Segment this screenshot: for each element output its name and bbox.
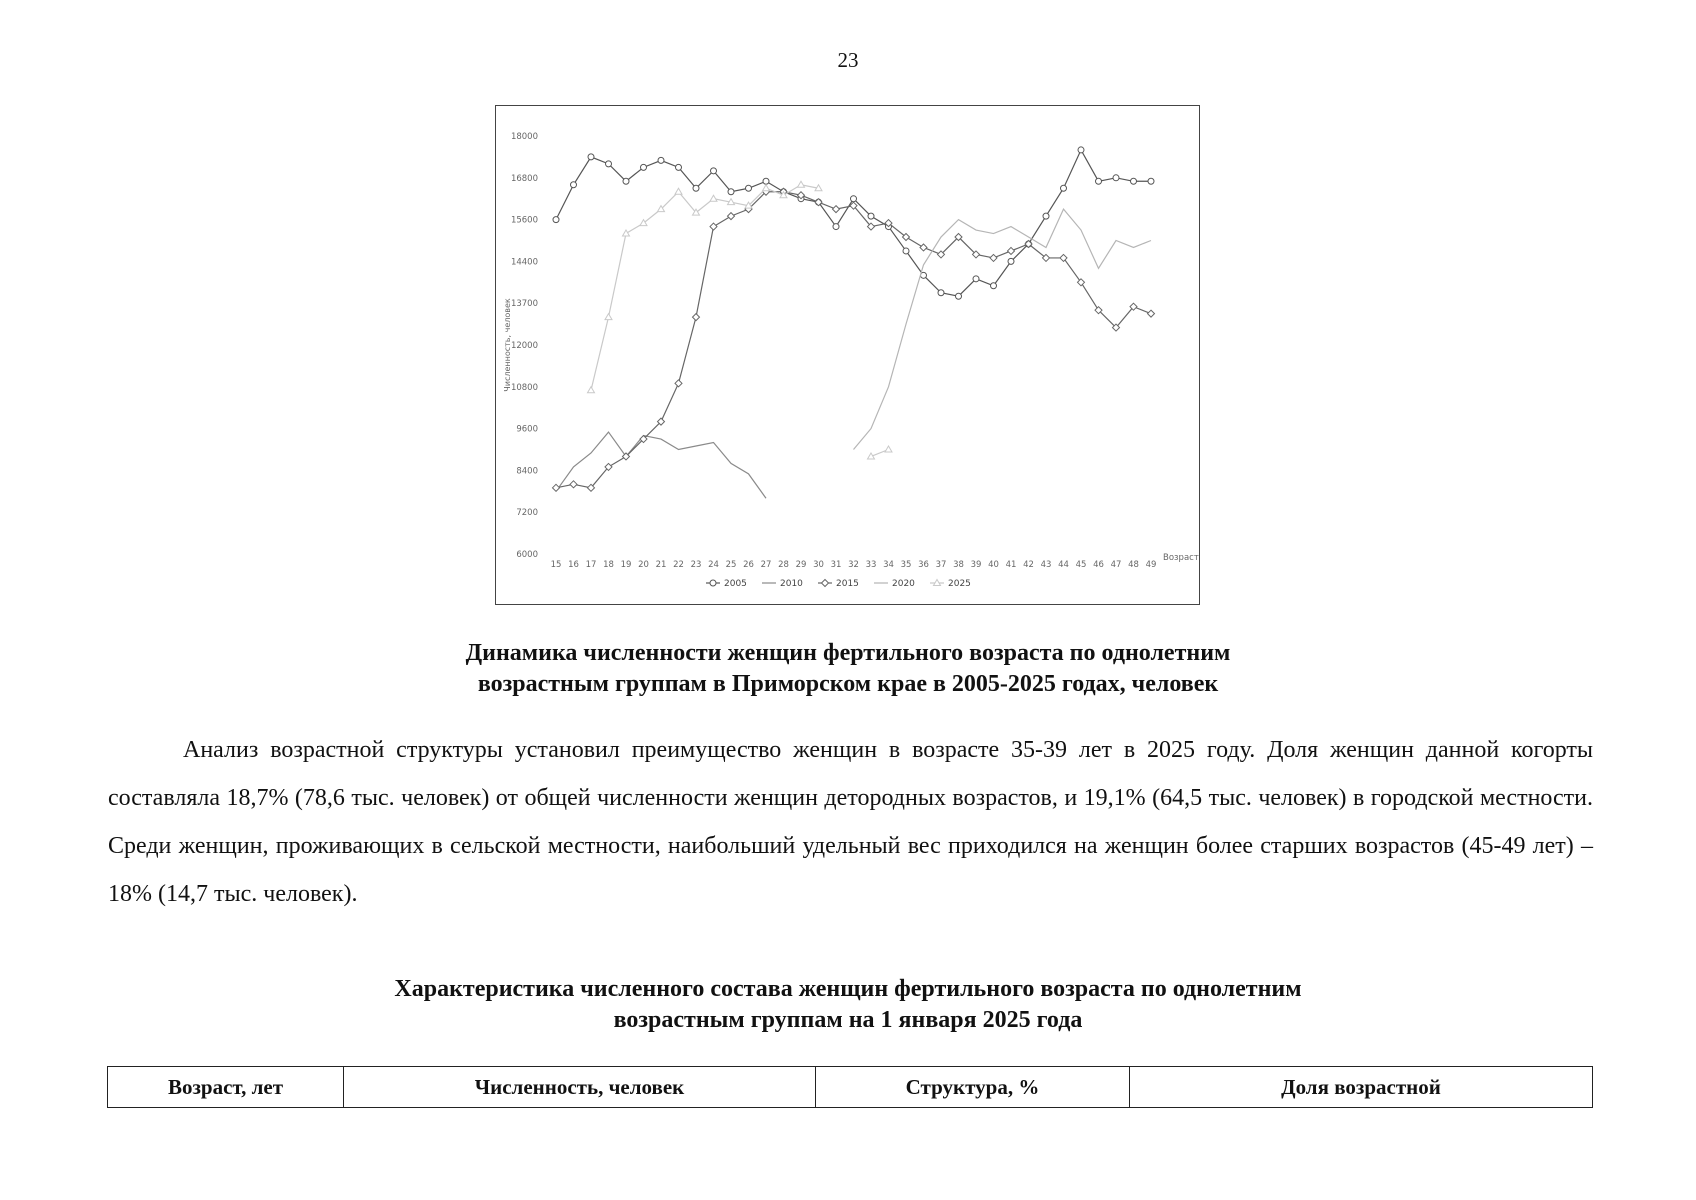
x-tick-label: 25 [725,560,737,570]
header-structure: Структура, % [816,1067,1130,1108]
legend-label-2020: 2020 [892,579,915,589]
series-2005-point [623,178,629,184]
x-tick-label: 28 [778,560,789,570]
age-structure-table [107,1066,1593,1108]
x-tick-label: 27 [760,560,772,570]
series-2005-point [991,283,997,289]
series-2015-point [553,484,560,491]
x-tick-label: 22 [673,560,684,570]
series-2025-point [675,188,682,194]
series-2005-point [868,213,874,219]
series-2005-point [851,196,857,202]
legend-label-2005: 2005 [724,579,747,589]
y-axis-label: Численность, человек [503,298,512,392]
series-2005-point [1078,147,1084,153]
figure-caption [0,638,1696,700]
table-caption-line2: возрастным группам на 1 января 2025 года [613,1007,1083,1033]
series-2005-point [763,178,769,184]
x-tick-label: 40 [988,560,999,570]
analysis-paragraph: Анализ возрастной структуры установил преимущество женщин в возрасте 35-39 лет в 2025 году. Доля женщин данной когорты составляла 18,7% (78,6 тыс. человек) от общей численности женщин детородных возрастов, и 19,1% (64,5 тыс. человек) в городской местности. Среди женщин, проживающих в сельской местности, наибольший удельный вес приходился на женщин более старших возрастов (45-49 лет) – 18% (14,7 тыс. человек). [108,737,1593,907]
x-tick-label: 26 [743,560,754,570]
x-tick-label: 47 [1110,560,1122,570]
series-2015-point [693,314,700,321]
series-2025-point [885,446,892,452]
legend-marker-2015 [822,580,829,587]
x-tick-label: 46 [1093,560,1104,570]
population-line-chart [495,105,1200,605]
series-2005-point [938,290,944,296]
series-2025-point [710,195,717,201]
x-tick-label: 29 [795,560,807,570]
series-2005-point [973,276,979,282]
series-2005-point [746,185,752,191]
y-tick-label: 6000 [516,550,538,560]
series-2005-point [588,154,594,160]
series-2005-point [956,293,962,299]
figure-caption-line2: возрастным группам в Приморском крае в 2005-2025 годах, человек [477,671,1219,697]
series-2015-point [833,206,840,213]
series-2005-point [1131,178,1137,184]
series-2025-point [605,314,612,320]
legend-label-2015: 2015 [836,579,859,589]
y-tick-label: 7200 [516,508,538,519]
series-2005-point [1148,178,1154,184]
legend-label-2025: 2025 [948,579,971,589]
x-tick-label: 16 [568,560,579,570]
series-2015-point [1008,247,1015,254]
series-2025-point [623,230,630,236]
x-tick-label: 39 [970,560,982,570]
chart-svg [496,106,1201,606]
x-tick-label: 20 [638,560,649,570]
series-2005-point [658,157,664,163]
figure-caption-line1: Динамика численности женщин фертильного возраста по однолетним [465,640,1231,666]
y-tick-label: 13700 [510,299,538,310]
y-tick-label: 18000 [510,132,538,142]
x-tick-label: 49 [1145,560,1157,570]
series-2005-point [606,161,612,167]
header-age: Возраст, лет [108,1067,344,1108]
series-2015-point [570,481,577,488]
legend-marker-2005 [710,580,716,586]
series-2005-point [571,182,577,188]
x-tick-label: 41 [1005,560,1017,570]
series-2005-point [1113,175,1119,181]
x-axis-label: Возраст [1163,553,1199,563]
x-tick-label: 45 [1075,560,1087,570]
x-tick-label: 42 [1023,560,1034,570]
y-tick-label: 10800 [510,382,538,393]
series-2005-point [676,164,682,170]
series-2025-line [591,185,819,391]
series-2005-point [553,217,559,223]
series-2005-point [728,189,734,195]
x-tick-label: 44 [1058,560,1069,570]
series-2005-point [693,185,699,191]
x-tick-label: 15 [550,560,562,570]
header-count: Численность, человек [344,1067,816,1108]
x-tick-label: 32 [848,560,859,570]
y-tick-label: 15600 [510,215,538,226]
x-tick-label: 24 [708,560,719,570]
x-tick-label: 21 [655,560,667,570]
series-2005-point [641,164,647,170]
table-header-row [108,1067,1593,1108]
series-2020-line [854,209,1152,449]
x-tick-label: 19 [620,560,632,570]
x-tick-label: 17 [585,560,597,570]
x-tick-label: 35 [900,560,912,570]
x-tick-label: 48 [1128,560,1139,570]
series-2005-point [1096,178,1102,184]
y-tick-label: 12000 [510,341,538,351]
x-tick-label: 30 [813,560,824,570]
legend-label-2010: 2010 [780,579,803,589]
x-tick-label: 37 [935,560,947,570]
header-age-share: Доля возрастной [1130,1067,1593,1108]
x-tick-label: 36 [918,560,929,570]
y-tick-label: 9600 [516,424,538,435]
x-tick-label: 18 [603,560,614,570]
x-tick-label: 31 [830,560,842,570]
series-2015-point [710,223,717,230]
y-tick-label: 14400 [510,257,538,268]
series-2005-point [1043,213,1049,219]
page-number: 23 [837,48,859,72]
y-tick-label: 8400 [516,466,538,477]
series-2015-point [1148,310,1155,317]
series-2005-point [1008,258,1014,264]
x-tick-label: 33 [865,560,877,570]
series-2025-point [763,185,770,191]
series-2015-point [675,380,682,387]
series-2015-point [990,254,997,261]
table-caption [0,974,1696,1036]
series-2005-point [711,168,717,174]
series-2015-point [728,213,735,220]
table-caption-line1: Характеристика численного состава женщин фертильного возраста по однолетним [394,976,1302,1002]
series-2005-point [833,224,839,230]
x-tick-label: 43 [1040,560,1052,570]
series-2025-point [588,387,595,393]
x-tick-label: 38 [953,560,964,570]
series-2005-point [1061,185,1067,191]
y-tick-label: 16800 [510,173,538,184]
x-tick-label: 34 [883,560,894,570]
series-2025-point [798,181,805,187]
series-2005-point [903,248,909,254]
series-2015-point [920,244,927,251]
x-tick-label: 23 [690,560,702,570]
series-2015-line [556,192,1151,488]
